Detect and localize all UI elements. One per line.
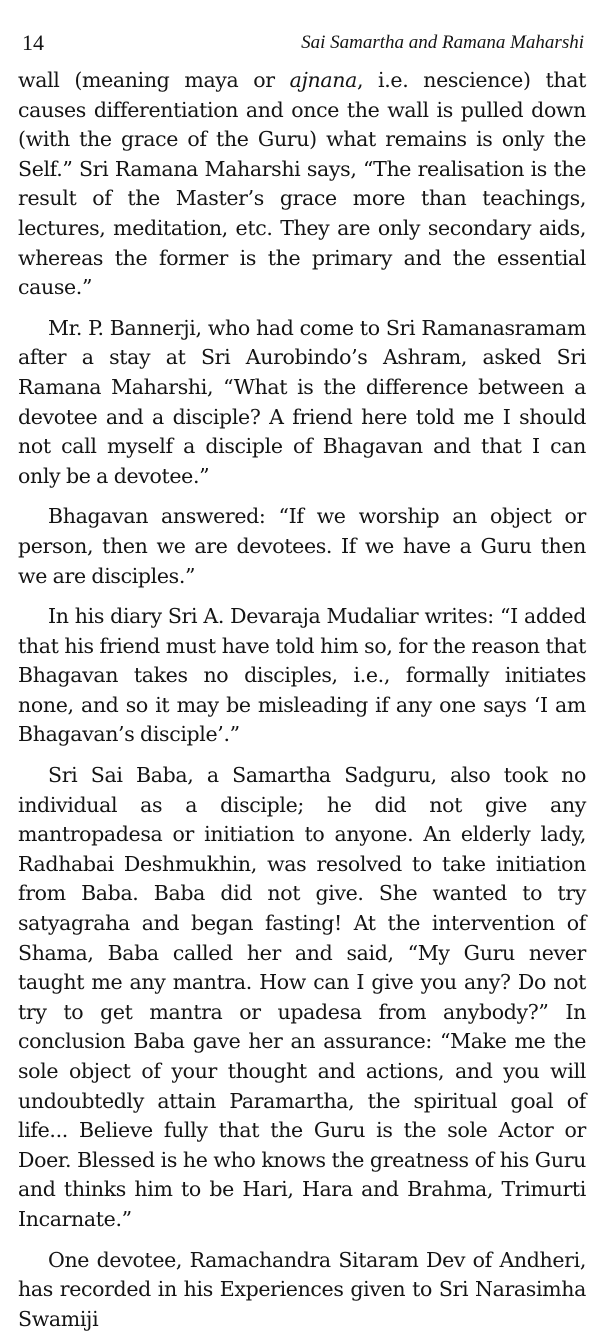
paragraph-6: One devotee, Ramachandra Sitaram Dev of Andheri, has recorded in his Experiences given to Sri Narasimha Swamiji bbox=[18, 1247, 586, 1331]
body-text bbox=[18, 66, 586, 1334]
text-run: wall (meaning maya or bbox=[18, 68, 290, 92]
paragraph-1 bbox=[18, 66, 586, 303]
running-title: Sai Samartha and Ramana Maharshi bbox=[301, 32, 584, 53]
text-run: , i.e. nescience) that causes differentiation and once the wall is pulled down (with the grace of the Guru) what remains is only the Self.” Sri Ramana Maharshi says, “The realisation is the result of the Master’s grace more than teachings, lectures, meditation, etc. They are only secondary aids, whereas the former is the primary and the essential cause.” bbox=[18, 68, 586, 300]
italic-term: ajnana bbox=[289, 68, 357, 92]
paragraph-5: Sri Sai Baba, a Samartha Sadguru, also took no individual as a disciple; he did not give any mantropadesa or initiation to anyone. An elderly lady, Radhabai Deshmukhin, was resolved to take initiation from Baba. Baba did not give. She wanted to try satyagraha and began fasting! At the intervention of Shama, Baba called her and said, “My Guru never taught me any mantra. How can I give you any? Do not try to get mantra or upadesa from anybody?” In conclusion Baba gave her an assurance: “Make me the sole object of your thought and actions, and you will undoubtedly attain Paramartha, the spiritual goal of life... Believe fully that the Guru is the sole Actor or Doer. Blessed is he who knows the greatness of his Guru and thinks him to be Hari, Hara and Brahma, Trimurti Incarnate.” bbox=[18, 763, 586, 1231]
paragraph-4: In his diary Sri A. Devaraja Mudaliar writes: “I added that his friend must have told him so, for the reason that Bhagavan takes no disciples, i.e., formally initiates none, and so it may be misleading if any one says ‘I am Bhagavan’s disciple’.” bbox=[18, 604, 586, 747]
page-number: 14 bbox=[22, 30, 44, 55]
paragraph-3: Bhagavan answered: “If we worship an object or person, then we are devotees. If we have a Guru then we are disciples.” bbox=[18, 504, 586, 588]
paragraph-2: Mr. P. Bannerji, who had come to Sri Ramanasramam after a stay at Sri Aurobindo’s Ashram, asked Sri Ramana Maharshi, “What is the difference between a devotee and a disciple? A friend here told me I should not call myself a disciple of Bhagavan and that I can only be a devotee.” bbox=[18, 315, 586, 488]
running-header bbox=[18, 0, 586, 66]
